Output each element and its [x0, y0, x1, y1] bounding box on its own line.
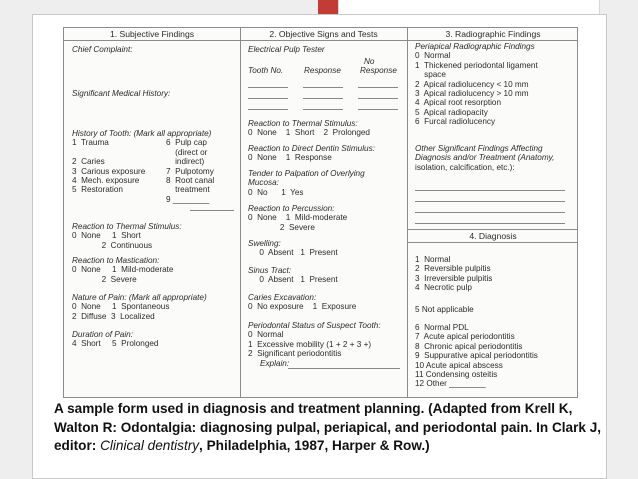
caption-text-end: , Philadelphia, 1987, Harper & Row.): [199, 438, 430, 454]
diagnosis-not-applicable: 5 Not applicable: [415, 305, 474, 314]
tooth-no-column: Tooth No.: [248, 66, 284, 75]
diagnosis-option: 1 Normal: [415, 255, 451, 264]
history-row: [72, 185, 236, 194]
caption-text: A sample form used in diagnosis and treatment planning. (Adapted from Krell K, Walton R: Odontalgia: diagnosing pulpal, periapical, and periodontal pain. In Clark J, editor:: [54, 401, 602, 454]
periapical-section: [415, 42, 575, 127]
thermal-test-title: Reaction to Thermal Stimulus:: [248, 119, 358, 128]
radiographic-findings-column: [407, 28, 578, 397]
caries-title: Caries Excavation:: [248, 293, 317, 302]
periapical-option: 6 Furcal radiolucency: [415, 117, 496, 127]
thermal-test-options: 0 None 1 Short 2 Prolonged: [248, 128, 370, 138]
history-option: indirect): [166, 157, 205, 167]
history-option: treatment: [166, 185, 210, 195]
entry-line: [303, 109, 343, 110]
direct-dentin-options: 0 None 1 Response: [248, 153, 332, 163]
subjective-header: 1. Subjective Findings: [64, 28, 240, 41]
medical-history-label: Significant Medical History:: [72, 89, 171, 98]
entry-line: [358, 98, 398, 99]
caries-options: 0 No exposure 1 Exposure: [248, 302, 357, 312]
diagnosis-option: 2 Reversible pulpitis: [415, 264, 491, 274]
diagnosis-form-image: [63, 27, 578, 398]
history-option: 4 Mech. exposure: [72, 175, 140, 185]
pain-option-1: 0 None 1 Spontaneous: [72, 302, 170, 312]
history-row: [72, 148, 236, 157]
duration-section: [72, 330, 236, 349]
objective-header: 2. Objective Signs and Tests: [240, 28, 407, 41]
entry-line: [358, 109, 398, 110]
percussion-option-1: 0 None 1 Mild-moderate: [248, 213, 348, 223]
no-response-column: Response: [360, 66, 397, 75]
periodontal-option-1: 0 Normal: [248, 330, 284, 340]
history-option: 2 Caries: [72, 157, 105, 167]
pulpal-options: [415, 255, 575, 293]
chief-complaint-label: Chief Complaint:: [72, 45, 133, 54]
history-row: [72, 176, 236, 185]
explain-label: Explain:: [260, 358, 290, 368]
thermal-option-1: 0 None 1 Short: [72, 231, 141, 241]
periapical-option: 1 Thickened periodontal ligament: [415, 60, 538, 70]
percussion-title: Reaction to Percussion:: [248, 204, 335, 213]
history-other-line: [190, 210, 234, 211]
sinus-tract-options: 0 Absent 1 Present: [248, 275, 338, 285]
entry-line: [248, 87, 288, 88]
pain-section: [72, 293, 236, 321]
diagnosis-header: 4. Diagnosis: [407, 229, 578, 243]
diagnosis-option: 11 Condensing osteitis: [415, 370, 498, 380]
periodontal-title: Periodontal Status of Suspect Tooth:: [248, 321, 381, 330]
direct-dentin-section: [248, 144, 403, 163]
diagnosis-option: 8 Chronic apical periodontitis: [415, 341, 523, 351]
percussion-option-2: 2 Severe: [248, 222, 315, 232]
history-of-tooth-section: [72, 129, 236, 204]
history-option: 7 Pulpotomy: [166, 166, 214, 176]
thermal-section: [72, 222, 236, 250]
periapical-option: 2 Apical radiolucency < 10 mm: [415, 79, 529, 89]
sinus-tract-section: [248, 266, 403, 285]
direct-dentin-title: Reaction to Direct Dentin Stimulus:: [248, 144, 375, 153]
objective-signs-column: [240, 28, 408, 397]
duration-option: 4 Short 5 Prolonged: [72, 339, 159, 349]
pain-title: Nature of Pain: (Mark all appropriate): [72, 293, 207, 302]
periapical-diagnosis-options: [415, 323, 575, 389]
radiographic-header: 3. Radiographic Findings: [407, 28, 578, 41]
periapical-title: Periapical Radiographic Findings: [415, 42, 535, 51]
response-column: Response: [304, 66, 341, 75]
thermal-test-section: [248, 119, 403, 138]
diagnosis-option: 12 Other ________: [415, 379, 486, 389]
history-option: 8 Root canal: [166, 175, 215, 185]
mastication-option-2: 2 Severe: [72, 274, 137, 284]
palpation-options: 0 No 1 Yes: [248, 187, 304, 197]
diagnosis-option: 10 Acute apical abscess: [415, 360, 503, 370]
pulp-tester-columns: [248, 66, 403, 75]
palpation-title: Tender to Palpation of Overlying: [248, 169, 365, 178]
caption-book-title: Clinical dentistry: [100, 438, 200, 454]
mastication-option-1: 0 None 1 Mild-moderate: [72, 265, 174, 275]
history-option: 9 ________: [166, 194, 210, 204]
history-option: (direct or: [166, 147, 208, 157]
other-findings-section: [415, 144, 575, 172]
periodontal-option-2: 1 Excessive mobility (1 + 2 + 3 +): [248, 339, 372, 349]
history-option: 6 Pulp cap: [166, 138, 207, 148]
entry-line: [358, 87, 398, 88]
periodontal-option-3: 2 Significant periodontitis: [248, 349, 342, 359]
notes-line: [415, 223, 565, 224]
history-row: [72, 195, 236, 204]
no-label: No: [364, 57, 375, 66]
other-findings-title-3: isolation, calcification, etc.):: [415, 162, 515, 172]
swelling-title: Swelling:: [248, 239, 281, 248]
periapical-option: 3 Apical radiolucency > 10 mm: [415, 89, 529, 99]
sinus-tract-title: Sinus Tract:: [248, 266, 292, 275]
history-options: [72, 138, 236, 204]
swelling-section: [248, 239, 403, 258]
history-option: 1 Trauma: [72, 138, 109, 148]
periapical-option: 0 Normal: [415, 51, 451, 61]
diagnosis-option: 7 Acute apical periodontitis: [415, 332, 515, 342]
explain-line: [288, 368, 400, 369]
entry-line: [248, 98, 288, 99]
mastication-title: Reaction to Mastication:: [72, 256, 160, 265]
periapical-option: 4 Apical root resorption: [415, 98, 502, 108]
palpation-title-2: Mucosa:: [248, 178, 279, 188]
notes-line: [415, 190, 565, 191]
periapical-option: space: [415, 70, 446, 80]
diagnosis-option: 6 Normal PDL: [415, 323, 469, 332]
percussion-section: [248, 204, 403, 232]
mastication-section: [72, 256, 236, 284]
duration-title: Duration of Pain:: [72, 330, 133, 339]
swelling-options: 0 Absent 1 Present: [248, 248, 338, 258]
figure-caption: [54, 400, 614, 456]
other-findings-title-1: Other Significant Findings Affecting: [415, 144, 543, 153]
history-option: 3 Carious exposure: [72, 166, 146, 176]
subjective-findings-column: [64, 28, 241, 397]
history-option: 5 Restoration: [72, 185, 123, 195]
history-row: [72, 167, 236, 176]
periodontal-section: [248, 321, 403, 368]
diagnosis-option: 4 Necrotic pulp: [415, 283, 472, 293]
diagnosis-pulpal: [415, 255, 575, 293]
history-row: [72, 157, 236, 166]
thermal-option-2: 2 Continuous: [72, 240, 153, 250]
periapical-option: 5 Apical radiopacity: [415, 107, 488, 117]
diagnosis-periapical: [415, 323, 575, 389]
caries-section: [248, 293, 403, 312]
thermal-title: Reaction to Thermal Stimulus:: [72, 222, 182, 231]
entry-line: [303, 98, 343, 99]
diagnosis-option: 3 Irreversible pulpitis: [415, 273, 493, 283]
periapical-options: [415, 51, 575, 126]
diagnosis-option: 9 Suppurative apical periodontitis: [415, 351, 538, 361]
other-findings-title-2: Diagnosis and/or Treatment (Anatomy,: [415, 153, 555, 163]
entry-line: [303, 87, 343, 88]
history-title: History of Tooth: (Mark all appropriate): [72, 129, 212, 138]
notes-line: [415, 212, 565, 213]
entry-line: [248, 109, 288, 110]
history-row: [72, 138, 236, 147]
palpation-section: [248, 169, 403, 197]
notes-line: [415, 201, 565, 202]
pain-option-2: 2 Diffuse 3 Localized: [72, 311, 155, 321]
pulp-tester-label: Electrical Pulp Tester: [248, 45, 325, 54]
